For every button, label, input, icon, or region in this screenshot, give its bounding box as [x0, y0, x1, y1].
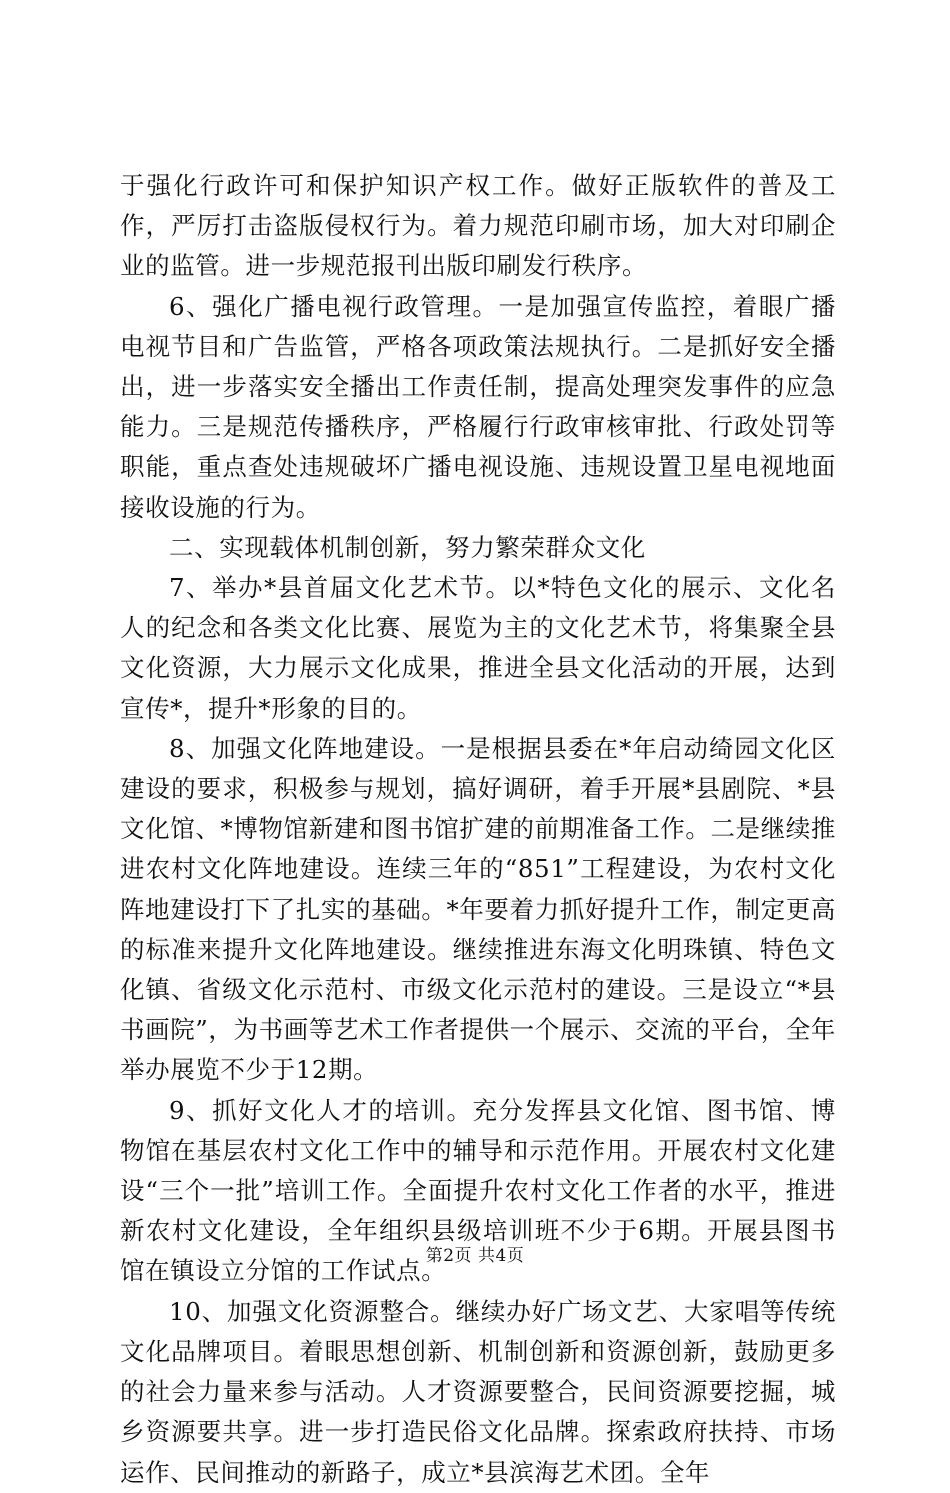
- paragraph-item-7: 7、举办*县首届文化艺术节。以*特色文化的展示、文化名人的纪念和各类文化比赛、展览为主的文化艺术节，将集聚全县文化资源，大力展示文化成果，推进全县文化活动的开展，达到宣传*，提升*形象的目的。: [120, 573, 836, 723]
- paragraph-continuation: 于强化行政许可和保护知识产权工作。做好正版软件的普及工作，严厉打击盗版侵权行为。着力规范印刷市场，加大对印刷企业的监管。进一步规范报刊出版印刷发行秩序。: [120, 171, 836, 281]
- paragraph-item-6: 6、强化广播电视行政管理。一是加强宣传监控，着眼广播电视节目和广告监管，严格各项政策法规执行。二是抓好安全播出，进一步落实安全播出工作责任制，提高处理突发事件的应急能力。三是规范传播秩序，严格履行行政审核审批、行政处罚等职能，重点查处违规破坏广播电视设施、违规设置卫星电视地面接收设施的行为。: [120, 291, 836, 522]
- paragraph-item-9: 9、抓好文化人才的培训。充分发挥县文化馆、图书馆、博物馆在基层农村文化工作中的辅导和示范作用。开展农村文化建设“三个一批”培训工作。全面提升农村文化工作者的水平，推进新农村文化建设，全年组织县级培训班不少于6期。开展县图书馆在镇设立分馆的工作试点。: [120, 1095, 836, 1286]
- section-heading-2: 二、实现载体机制创新，努力繁荣群众文化: [169, 532, 646, 562]
- paragraph-item-8: 8、加强文化阵地建设。一是根据县委在*年启动绮园文化区建设的要求，积极参与规划，搞好调研，着手开展*县剧院、*县文化馆、*博物馆新建和图书馆扩建的前期准备工作。二是继续推进农村文化阵地建设。连续三年的“851”工程建设，为农村文化阵地建设打下了扎实的基础。*年要着力抓好提升工作，制定更高的标准来提升文化阵地建设。继续推进东海文化明珠镇、特色文化镇、省级文化示范村、市级文化示范村的建设。三是设立“*县书画院”，为书画等艺术工作者提供一个展示、交流的平台，全年举办展览不少于12期。: [120, 733, 836, 1085]
- body-text: [120, 166, 836, 1493]
- page-footer: 第2页 共4页: [425, 1246, 525, 1266]
- paragraph-item-10: 10、加强文化资源整合。继续办好广场文艺、大家唱等传统文化品牌项目。着眼思想创新、机制创新和资源创新，鼓励更多的社会力量来参与活动。人才资源要整合，民间资源要挖掘，城乡资源要共享。进一步打造民俗文化品牌。探索政府扶持、市场运作、民间推动的新路子，成立*县滨海艺术团。全年: [120, 1296, 836, 1487]
